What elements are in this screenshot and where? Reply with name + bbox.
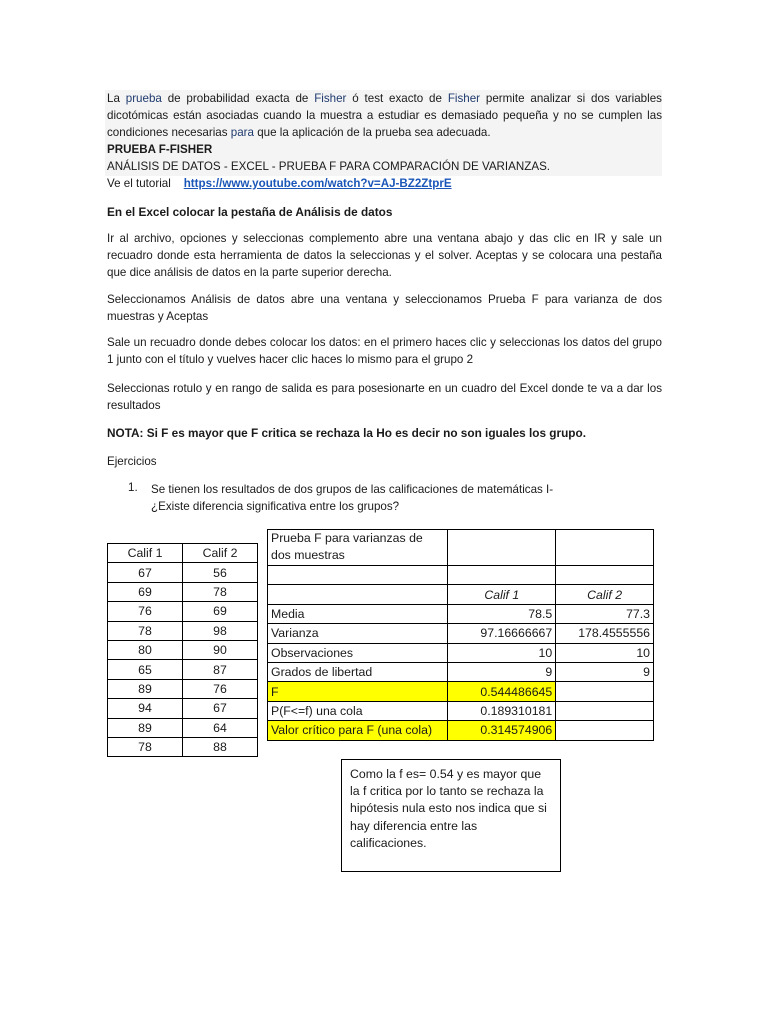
- table-row: [108, 582, 258, 601]
- table-cell: 78: [108, 621, 183, 640]
- table-cell: 77.3: [556, 604, 654, 623]
- exercise-text: Se tienen los resultados de dos grupos de las calificaciones de matemáticas I- ¿Existe diferencia significativa entre los grupos?: [151, 483, 554, 513]
- table-header-row: [268, 585, 654, 604]
- table-row: [108, 679, 258, 698]
- table-cell: 65: [108, 660, 183, 679]
- intro-text: ó test exacto de: [352, 92, 442, 105]
- calif-data-table: [107, 543, 258, 757]
- table-cell: 0.544486645: [448, 682, 556, 701]
- subtitle-excel: ANÁLISIS DE DATOS - EXCEL - PRUEBA F PARA COMPARACIÓN DE VARIANZAS.: [107, 160, 551, 173]
- table-cell: [556, 530, 654, 566]
- keyword-fisher: Fisher: [314, 92, 347, 105]
- table-cell: 97.16666667: [448, 624, 556, 643]
- table-cell: [448, 566, 556, 585]
- paragraph-1: Ir al archivo, opciones y seleccionas complemento abre una ventana abajo y das clic en IR y sale un recuadro donde esta herramienta de datos la seleccionas y el solver. Aceptas y se colocara una pestaña que dice análisis de datos en la parte superior derecha.: [107, 232, 662, 279]
- table-cell: [556, 701, 654, 720]
- conclusion-text: Como la f es= 0.54 y es mayor que la f critica por lo tanto se rechaza la hipótesis nula esto nos indica que si hay diferencia entre las calificaciones.: [350, 767, 547, 850]
- intro-text: de probabilidad exacta de: [167, 92, 309, 105]
- table-cell: 0.314574906: [448, 721, 556, 740]
- table-row: [108, 640, 258, 659]
- table-cell: 94: [108, 699, 183, 718]
- table-cell: 90: [183, 640, 258, 659]
- table-row: [268, 643, 654, 662]
- column-header: Calif 2: [556, 585, 654, 604]
- table-title-row: [268, 530, 654, 566]
- column-header: Calif 2: [183, 544, 258, 563]
- f-test-results-table: [267, 529, 654, 741]
- table-cell: 78: [183, 582, 258, 601]
- table-cell: 10: [556, 643, 654, 662]
- table-cell: [448, 530, 556, 566]
- table-cell: 67: [108, 563, 183, 582]
- table-cell: 89: [108, 679, 183, 698]
- table-cell: 76: [183, 679, 258, 698]
- table-cell: 87: [183, 660, 258, 679]
- table-cell: 9: [556, 662, 654, 681]
- intro-text: La: [107, 92, 120, 105]
- table-row: [108, 602, 258, 621]
- table-cell: 78: [108, 737, 183, 756]
- intro-text: permite analizar si dos variables dicotómicas están asociadas cuando la muestra a estudiar es demasiado pequeña y no se cumplen las condiciones necesarias: [107, 92, 662, 139]
- table-cell: [268, 585, 448, 604]
- table-cell: 80: [108, 640, 183, 659]
- table-cell: 67: [183, 699, 258, 718]
- keyword-para: para: [230, 125, 254, 139]
- ejercicios-label: Ejercicios: [107, 455, 157, 468]
- table-row: [268, 604, 654, 623]
- row-label: F: [268, 682, 448, 701]
- table-row: [268, 624, 654, 643]
- title-fisher: PRUEBA F-FISHER: [107, 143, 213, 156]
- table-row: [108, 737, 258, 756]
- table-cell: 64: [183, 718, 258, 737]
- keyword-prueba: prueba: [125, 92, 162, 105]
- table-title: Prueba F para varianzas de dos muestras: [268, 530, 448, 566]
- table-cell: 89: [108, 718, 183, 737]
- table-row: [108, 563, 258, 582]
- row-label: Observaciones: [268, 643, 448, 662]
- table-row-highlighted: [268, 682, 654, 701]
- table-cell: 0.189310181: [448, 701, 556, 720]
- table-cell: 88: [183, 737, 258, 756]
- table-cell: 98: [183, 621, 258, 640]
- table-cell: 178.4555556: [556, 624, 654, 643]
- table-cell: 9: [448, 662, 556, 681]
- table-cell: 69: [108, 582, 183, 601]
- table-cell: 78.5: [448, 604, 556, 623]
- table-header-row: [108, 544, 258, 563]
- tutorial-label: Ve el tutorial: [107, 177, 171, 190]
- table-cell: [268, 566, 448, 585]
- table-cell: 56: [183, 563, 258, 582]
- table-cell: [556, 682, 654, 701]
- row-label: Varianza: [268, 624, 448, 643]
- paragraph-4: Seleccionas rotulo y en rango de salida es para posesionarte en un cuadro del Excel donde te va a dar los resultados: [107, 382, 662, 412]
- intro-text: que la aplicación de la prueba sea adecuada.: [257, 125, 491, 139]
- table-row: [108, 621, 258, 640]
- conclusion-text-box: [341, 759, 561, 872]
- table-cell: [556, 721, 654, 740]
- table-cell: 10: [448, 643, 556, 662]
- table-row: [108, 699, 258, 718]
- section-heading: En el Excel colocar la pestaña de Análisis de datos: [107, 205, 393, 219]
- exercise-number: 1.: [128, 481, 138, 494]
- table-row-highlighted: [268, 721, 654, 740]
- table-row: [268, 701, 654, 720]
- tutorial-line: [107, 176, 662, 193]
- table-row: [268, 662, 654, 681]
- row-label: Valor crítico para F (una cola): [268, 721, 448, 740]
- table-row: [108, 660, 258, 679]
- paragraph-2: Seleccionamos Análisis de datos abre una ventana y seleccionamos Prueba F para varianza de dos muestras y Aceptas: [107, 293, 662, 323]
- row-label: P(F<=f) una cola: [268, 701, 448, 720]
- table-cell: 76: [108, 602, 183, 621]
- nota-text: NOTA: Si F es mayor que F critica se rechaza la Ho es decir no son iguales los grupo.: [107, 426, 587, 440]
- table-row: [108, 718, 258, 737]
- table-row: [268, 566, 654, 585]
- row-label: Grados de libertad: [268, 662, 448, 681]
- paragraph-3: Sale un recuadro donde debes colocar los datos: en el primero haces clic y seleccionas los datos del grupo 1 junto con el título y vuelves hacer clic haces lo mismo para el grupo 2: [107, 336, 662, 366]
- table-cell: 69: [183, 602, 258, 621]
- column-header: Calif 1: [448, 585, 556, 604]
- tutorial-link[interactable]: https://www.youtube.com/watch?v=AJ-BZ2ZtprE: [183, 177, 452, 190]
- table-cell: [556, 566, 654, 585]
- row-label: Media: [268, 604, 448, 623]
- keyword-fisher: Fisher: [447, 92, 481, 105]
- column-header: Calif 1: [108, 544, 183, 563]
- intro-paragraph: [107, 91, 662, 141]
